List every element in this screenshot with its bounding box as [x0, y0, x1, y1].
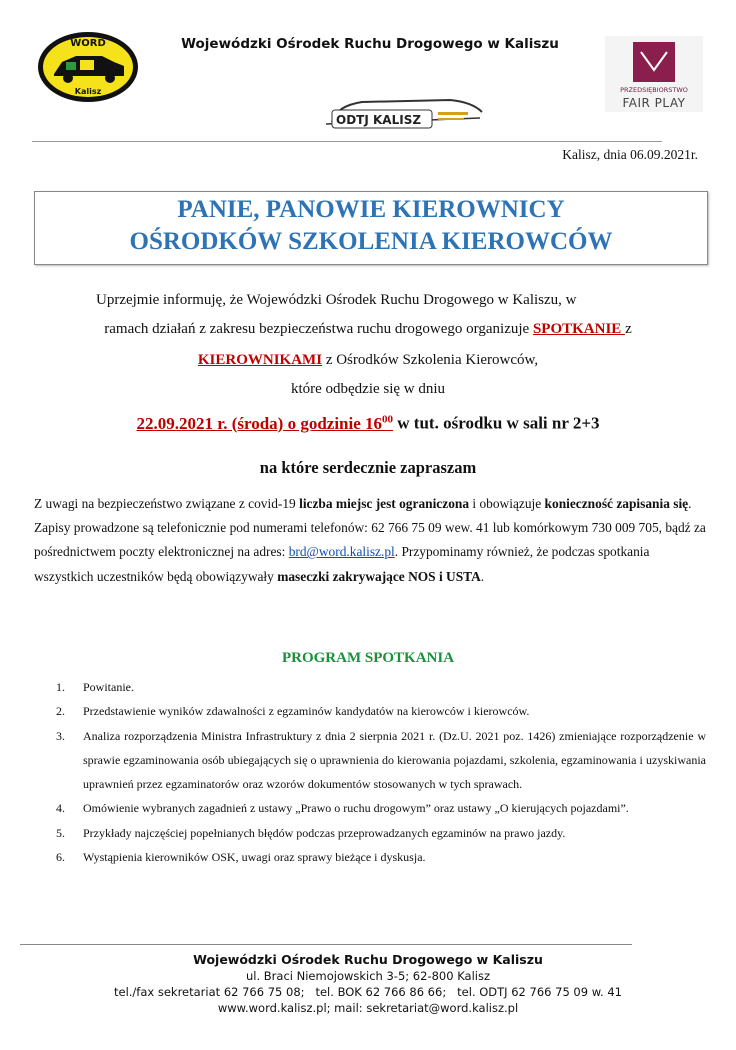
program-title: PROGRAM SPOTKANIA: [281, 650, 455, 666]
fair-play-bottom-text: FAIR PLAY: [622, 96, 686, 110]
program-list: [56, 675, 706, 869]
word-logo-top-text: WORD: [70, 38, 106, 49]
notice-text-4: . Przypominamy również, że podczas spotkania wszystkich uczestników będą obowiązywały: [34, 544, 650, 584]
list-item-text: Omówienie wybranych zagadnień z ustawy „Prawo o ruchu drogowym” oraz ustawy „O kierujących pojazdami”.: [83, 801, 629, 816]
footer-phones: tel./fax sekretariat 62 766 75 08; tel. BOK 62 766 86 66; tel. ODTJ 62 766 75 09 w. 41: [113, 985, 622, 999]
list-item-number: 5.: [56, 825, 65, 840]
list-item: [56, 821, 706, 845]
word-logo-bottom-text: Kalisz: [74, 87, 102, 96]
kierownikami-highlight: KIEROWNIKAMI: [197, 352, 323, 368]
meeting-date: [136, 414, 393, 433]
footer-web: www.word.kalisz.pl; mail: sekretariat@word.kalisz.pl: [217, 1001, 519, 1015]
list-item: [56, 796, 706, 820]
letter-date: Kalisz, dnia 06.09.2021r.: [562, 147, 698, 162]
notice-bold-limited-seats: liczba miejsc jest ograniczona: [299, 496, 470, 511]
header-title: Wojewódzki Ośrodek Ruchu Drogowego w Kaliszu: [181, 36, 559, 52]
odtj-logo: [322, 88, 490, 136]
intro-line-3: [0, 352, 736, 369]
fair-play-mark-icon: [633, 42, 675, 82]
list-item-number: 4.: [56, 801, 65, 816]
intro-line-2-text: ramach działań z zakresu bezpieczeństwa ruchu drogowego organizuje: [104, 321, 533, 337]
list-item: [56, 675, 706, 699]
intro-line-1: Uprzejmie informuję, że Wojewódzki Ośrodek Ruchu Drogowego w Kaliszu, w: [96, 292, 577, 308]
meeting-location: w tut. ośrodku w sali nr 2+3: [393, 413, 600, 433]
list-item: [56, 699, 706, 723]
footer-divider: [20, 944, 632, 945]
title-box: [34, 191, 708, 265]
notice-text-2: i obowiązuje: [469, 496, 545, 511]
notice-bold-masks: maseczki zakrywające NOS i USTA: [277, 568, 481, 584]
invitation-line: na które serdecznie zapraszam: [259, 458, 477, 477]
odtj-logo-text: ODTJ KALISZ: [336, 113, 422, 127]
notice-bold-registration: konieczność zapisania się: [544, 496, 689, 511]
list-item: [56, 845, 706, 869]
list-item-number: 1.: [56, 680, 65, 694]
meeting-time-minutes: 00: [382, 413, 394, 425]
notice-text-1: Z uwagi na bezpieczeństwo związane z covid-19: [34, 496, 300, 511]
list-item-number: 6.: [56, 850, 65, 865]
title-line-2: OŚRODKÓW SZKOLENIA KIEROWCÓW: [129, 228, 613, 255]
list-item-text: Wystąpienia kierowników OSK, uwagi oraz sprawy bieżące i dyskusja.: [83, 850, 426, 865]
list-item-text: Powitanie.: [83, 680, 134, 694]
intro-line-3-text: z Ośrodków Szkolenia Kierowców,: [322, 352, 539, 368]
title-line-1: PANIE, PANOWIE KIEROWNICY: [177, 196, 565, 223]
notice-text-3: . Zapisy prowadzone są telefonicznie pod numerami telefonów: 62 766 75 09 wew. 41 lub komórkowym 730 009 705, bądź za pośrednictwem poczty elektronicznej na adres:: [34, 496, 706, 560]
meeting-date-line: [0, 413, 736, 434]
list-item-number: 3.: [56, 728, 65, 743]
notice-text-5: .: [480, 568, 485, 584]
notice-paragraph: [34, 492, 706, 589]
footer: [0, 952, 736, 1016]
footer-org-name: Wojewódzki Ośrodek Ruchu Drogowego w Kaliszu: [193, 952, 543, 967]
list-item: [56, 724, 706, 797]
intro-line-2-end: z: [625, 321, 632, 337]
meeting-date-text: 22.09.2021 r. (środa) o godzinie 16: [136, 413, 383, 433]
intro-line-4: które odbędzie się w dniu: [290, 381, 446, 397]
intro-line-2: [0, 321, 736, 338]
list-item-number: 2.: [56, 704, 65, 719]
word-logo: [36, 30, 140, 104]
fair-play-top-text: PRZEDSIĘBIORSTWO: [620, 86, 688, 94]
list-item-text: Analiza rozporządzenia Ministra Infrastruktury z dnia 2 sierpnia 2021 r. (Dz.U. 2021 poz. 1426) zmieniające rozporządzenie w sprawie egzaminowania osób ubiegających się o uprawnienia do kierowania pojazdami, szkolenia, egzaminowania i uzyskiwania uprawnień przez egzaminatorów oraz wzorów dokumentów stosowanych w tych sprawach.: [83, 728, 706, 792]
fair-play-logo: [605, 36, 703, 112]
spotkanie-highlight: SPOTKANIE: [532, 321, 626, 337]
footer-address: ul. Braci Niemojowskich 3-5; 62-800 Kalisz: [246, 969, 490, 983]
list-item-text: Przedstawienie wyników zdawalności z egzaminów kandydatów na kierowców i kierowców.: [83, 704, 530, 719]
header-divider: [32, 141, 662, 142]
list-item-text: Przykłady najczęściej popełnianych błędów podczas przeprowadzanych egzaminów na prawo jazdy.: [83, 825, 566, 840]
email-link[interactable]: brd@word.kalisz.pl: [288, 544, 395, 560]
